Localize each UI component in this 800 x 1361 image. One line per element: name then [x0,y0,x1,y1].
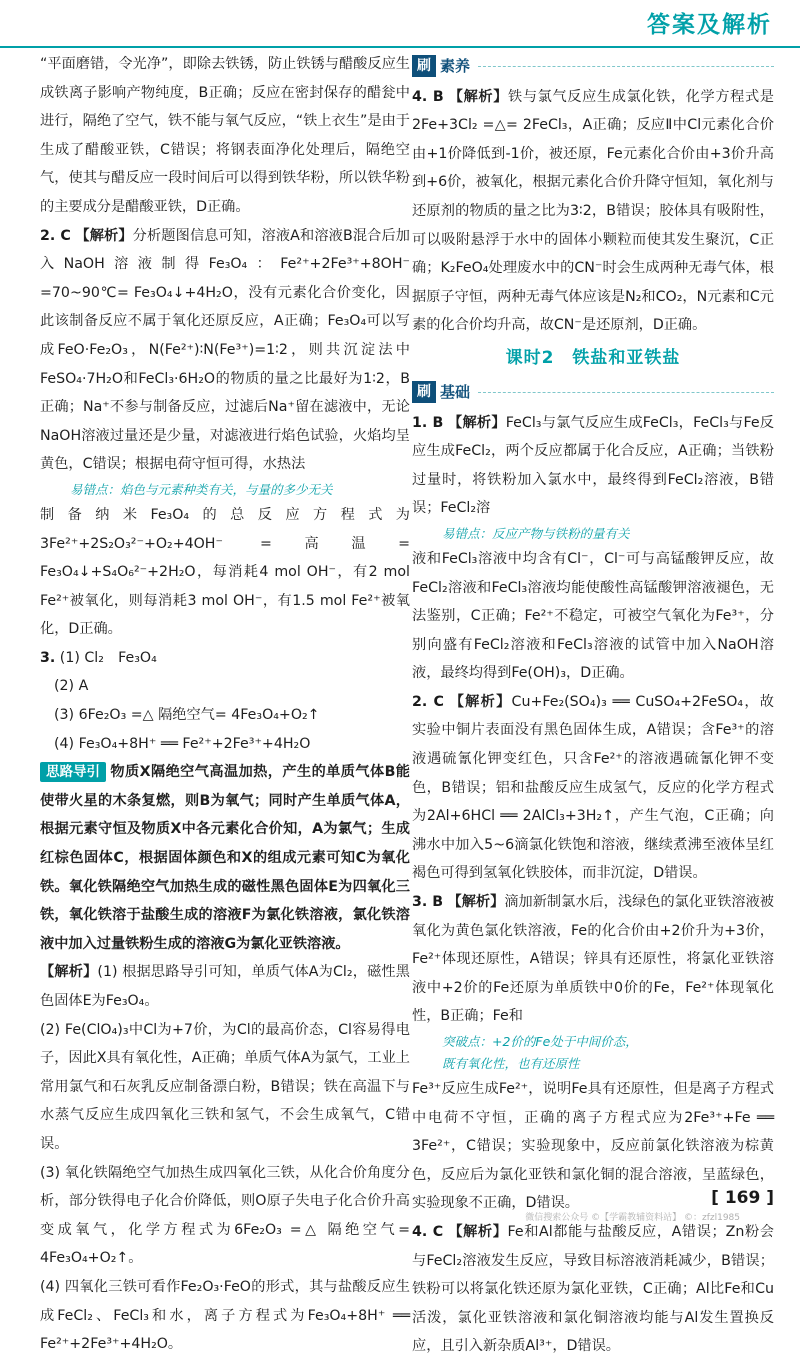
question-number: 2. C [412,693,444,710]
question-number: 2. C [40,227,71,244]
analysis-text: FeCl₃与氯气反应生成FeCl₃，FeCl₃与Fe反应生成FeCl₂，两个反应都属于化合反应，A正确；当铁粉过量时，将铁粉加入氯水中，最终得到FeCl₂溶液，B错误；FeCl₂溶 [412,414,774,517]
analysis-tag: 【解析】 [449,693,512,710]
right-column [412,50,774,1361]
question-number: 1. B [412,414,444,431]
analysis-text: 滴加新制氯水后，浅绿色的氯化亚铁溶液被氧化为黄色氯化铁溶液，Fe的化合价由+2价升为+3价，Fe²⁺体现还原性，A错误；锌具有还原性，将氯化亚铁溶液中+2价的Fe还原为单质铁中0价的Fe，Fe²⁺体现氧化性，B正确；Fe和 [412,894,774,1025]
section-label: 素养 [440,57,471,75]
analysis-tag: 【解析】 [448,1223,508,1240]
analysis-continued: 制备纳米Fe₃O₄的总反应方程式为3Fe²⁺+2S₂O₃²⁻+O₂+4OH⁻ =高温= Fe₃O₄↓+S₄O₆²⁻+2H₂O，每消耗4 mol OH⁻，有2 mol Fe²⁺被氧化，则每消耗3 mol OH⁻，有1.5 mol Fe²⁺被氧化，D正确。 [40,506,410,638]
paragraph-continued: “平面磨错，令光净”，即除去铁锈，防止铁锈与醋酸反应生成铁离子影响产物纯度，B正确；反应在密封保存的醋瓮中进行，隔绝了空气，铁不能与氧气反应，“铁上衣生”是由于生成了醋酸亚铁，C错误；将钢表面净化处理后，隔绝空气，使其与醋反应一段时间后可以得到铁华粉，所以铁华粉的主要成分是醋酸亚铁，D正确。 [40,56,410,215]
breakthrough-note [412,1031,774,1075]
answer-part-1: (1) Cl₂ Fe₃O₄ [59,649,157,666]
q3-analysis-3: (3) 氧化铁隔绝空气加热生成四氧化三铁，从化合价角度分析，部分铁得电子化合价降低，则O原子失电子化合价升高变成氧气，化学方程式为6Fe₂O₃ =△ 隔绝空气= 4Fe₃O₄+O₂↑。 [40,1164,410,1267]
section-header-literacy [412,52,774,81]
watermark: 微信搜索公众号 ©【学霸教辅资料站】 ©：zfzl1985 [525,1213,740,1223]
section-header-basic [412,378,774,407]
breakthrough-note-line-2: 既有氧化性，也有还原性 [442,1056,580,1071]
page-header [0,0,800,48]
question-number: 4. C [412,1223,444,1240]
analysis-text: (1) 根据思路导引可知，单质气体A为Cl₂，磁性黑色固体E为Fe₃O₄。 [40,964,410,1009]
error-note [412,523,774,545]
analysis-text: Cu+Fe₂(SO₄)₃ ══ CuSO₄+2FeSO₄，故实验中铜片表面没有黑色固体生成，A错误；含Fe³⁺的溶液遇硫氰化钾变红色，只含Fe²⁺的溶液遇硫氰化钾不变色，B错误；铝和盐酸反应生成氢气，反应的化学方程式为2Al+6HCl ══ 2AlCl₃+3H₂↑，产生气泡，C正确；向沸水中加入5~6滴氯化铁饱和溶液，继续煮沸至液体呈红褐色可得到氢氧化铁胶体，而非沉淀，D错误。 [412,693,774,882]
question-2 [40,222,410,479]
analysis-text: Fe和Al都能与盐酸反应，A错误；Zn粉会与FeCl₂溶液发生反应，导致目标溶液消耗减少，B错误；铁粉可以将氯化铁还原为氯化亚铁，C正确；Al比Fe和Cu活泼，氯化亚铁溶液和氯化铜溶液均能与Al发生置换反应，且引入新杂质Al³⁺，D错误。 [412,1223,774,1355]
question-number: 3. B [412,894,444,911]
page-number: [ 169 ] [711,1188,774,1208]
q3-analysis-2: (2) Fe(ClO₄)₃中Cl为+7价，为Cl的最高价态，Cl容易得电子，因此X具有氧化性，A正确；单质气体A为氯气，工业上常用氯气和石灰乳反应制备漂白粉，B错误；铁在高温下与水蒸气反应生成四氧化三铁和氢气，不会生成氧气，C错误。 [40,1021,410,1152]
analysis-tag: 【解析】 [448,414,506,431]
question-r3 [412,888,774,1031]
lesson-title: 课时2 铁盐和亚铁盐 [505,347,681,368]
question-number: 4. B [412,88,444,105]
section-badge: 刷 [412,55,436,77]
question-r1 [412,409,774,523]
error-note-text: 易错点：焰色与元素种类有关，与量的多少无关 [70,481,333,497]
question-4 [412,83,774,340]
breakthrough-note-line-1: 突破点：+2价的Fe处于中间价态， [442,1034,638,1049]
question-number: 3. [40,649,56,666]
guide-text: 物质X隔绝空气高温加热，产生的单质气体B能使带火星的木条复燃，则B为氧气；同时产生单质气体A，根据元素守恒及物质X中各元素化合价知，A为氯气；生成红棕色固体C，根据固体颜色和X的组成元素可知C为氧化铁。氧化铁隔绝空气加热生成的磁性黑色固体E为四氧化三铁，氧化铁溶于盐酸生成的溶液F为氯化铁溶液，氯化铁溶液中加入过量铁粉生成的溶液G为氯化亚铁溶液。 [40,764,410,952]
section-title: 答案及解析 [647,12,772,38]
answer-part-4: (4) Fe₃O₄+8H⁺ ══ Fe²⁺+2Fe³⁺+4H₂O [54,735,311,752]
analysis-tag: 【解析】 [40,964,98,981]
analysis-text: 铁与氯气反应生成氯化铁，化学方程式是2Fe+3Cl₂ =△= 2FeCl₃，A正确；反应Ⅱ中Cl元素化合价由+1价降低到-1价，被还原，Fe元素化合价由+3价升高到+6价，被氧化，根据元素化合价升降守恒知，氧化剂与还原剂的物质的量之比为3∶2，B错误；胶体具有吸附性，可以吸附悬浮于水中的固体小颗粒而使其发生聚沉，C正确；K₂FeO₄处理废水中的CN⁻时会生成两种无毒气体，根据原子守恒，两种无毒气体应该是N₂和CO₂，N元素和C元素的化合价均升高，故CN⁻是还原剂，D正确。 [412,88,774,334]
analysis-text: 分析题图信息可知，溶液A和溶液B混合后加入NaOH溶液制得Fe₃O₄：Fe²⁺+2Fe³⁺+8OH⁻ =70~90℃= Fe₃O₄↓+4H₂O，没有元素化合价变化，因此该制备反应不属于氧化还原反应，A正确；Fe₃O₄可以写成FeO·Fe₂O₃，N(Fe²⁺)∶N(Fe³⁺)=1∶2，则共沉淀法中FeSO₄·7H₂O和FeCl₃·6H₂O的物质的量之比最好为1∶2，B正确；Na⁺不参与制备反应，过滤后Na⁺留在滤液中，无论NaOH溶液过量还是少量，对滤液进行焰色试验，火焰均呈黄色，C错误；根据电荷守恒可得，水热法 [40,227,410,473]
section-badge: 刷 [412,381,436,403]
analysis-continued: 液和FeCl₃溶液中均含有Cl⁻，Cl⁻可与高锰酸钾反应，故FeCl₂溶液和FeCl₃溶液均能使酸性高锰酸钾溶液褪色，无法鉴别，C正确；Fe²⁺不稳定，可被空气氧化为Fe³⁺，分别向盛有FeCl₂溶液和FeCl₃溶液的试管中加入NaOH溶液，最终均得到Fe(OH)₃，D正确。 [412,550,774,682]
analysis-tag: 【解析】 [75,227,133,244]
answer-part-3: (3) 6Fe₂O₃ =△ 隔绝空气= 4Fe₃O₄+O₂↑ [54,707,320,724]
question-3 [40,644,410,673]
guide-label: 思路导引 [40,762,106,782]
question-r4 [412,1218,774,1361]
section-divider [478,391,774,393]
answer-part-2: (2) A [54,678,89,695]
question-r2 [412,688,774,888]
thinking-guide [40,758,410,958]
section-divider [478,65,774,67]
analysis-tag: 【解析】 [448,88,509,105]
q3-analysis-4: (4) 四氧化三铁可看作Fe₂O₃·FeO的形式，其与盐酸反应生成FeCl₂、FeCl₃和水，离子方程式为Fe₃O₄+8H⁺ ══ Fe²⁺+2Fe³⁺+4H₂O。 [40,1278,410,1353]
left-column [40,50,410,1359]
section-label: 基础 [440,382,471,401]
error-note [40,479,410,501]
analysis-tag: 【解析】 [447,894,505,911]
q3-analysis-1 [40,958,410,1015]
analysis-continued: Fe³⁺反应生成Fe²⁺，说明Fe具有还原性，但是离子方程式中电荷不守恒，正确的离子方程式应为2Fe³⁺+Fe ══ 3Fe²⁺，C错误；实验现象中，反应前氯化铁溶液为棕黄色，反应后为氯化亚铁和氯化铜的混合溶液，呈蓝绿色，实验现象不正确，D错误。 [412,1081,774,1212]
error-note-text: 易错点：反应产物与铁粉的量有关 [442,525,630,541]
